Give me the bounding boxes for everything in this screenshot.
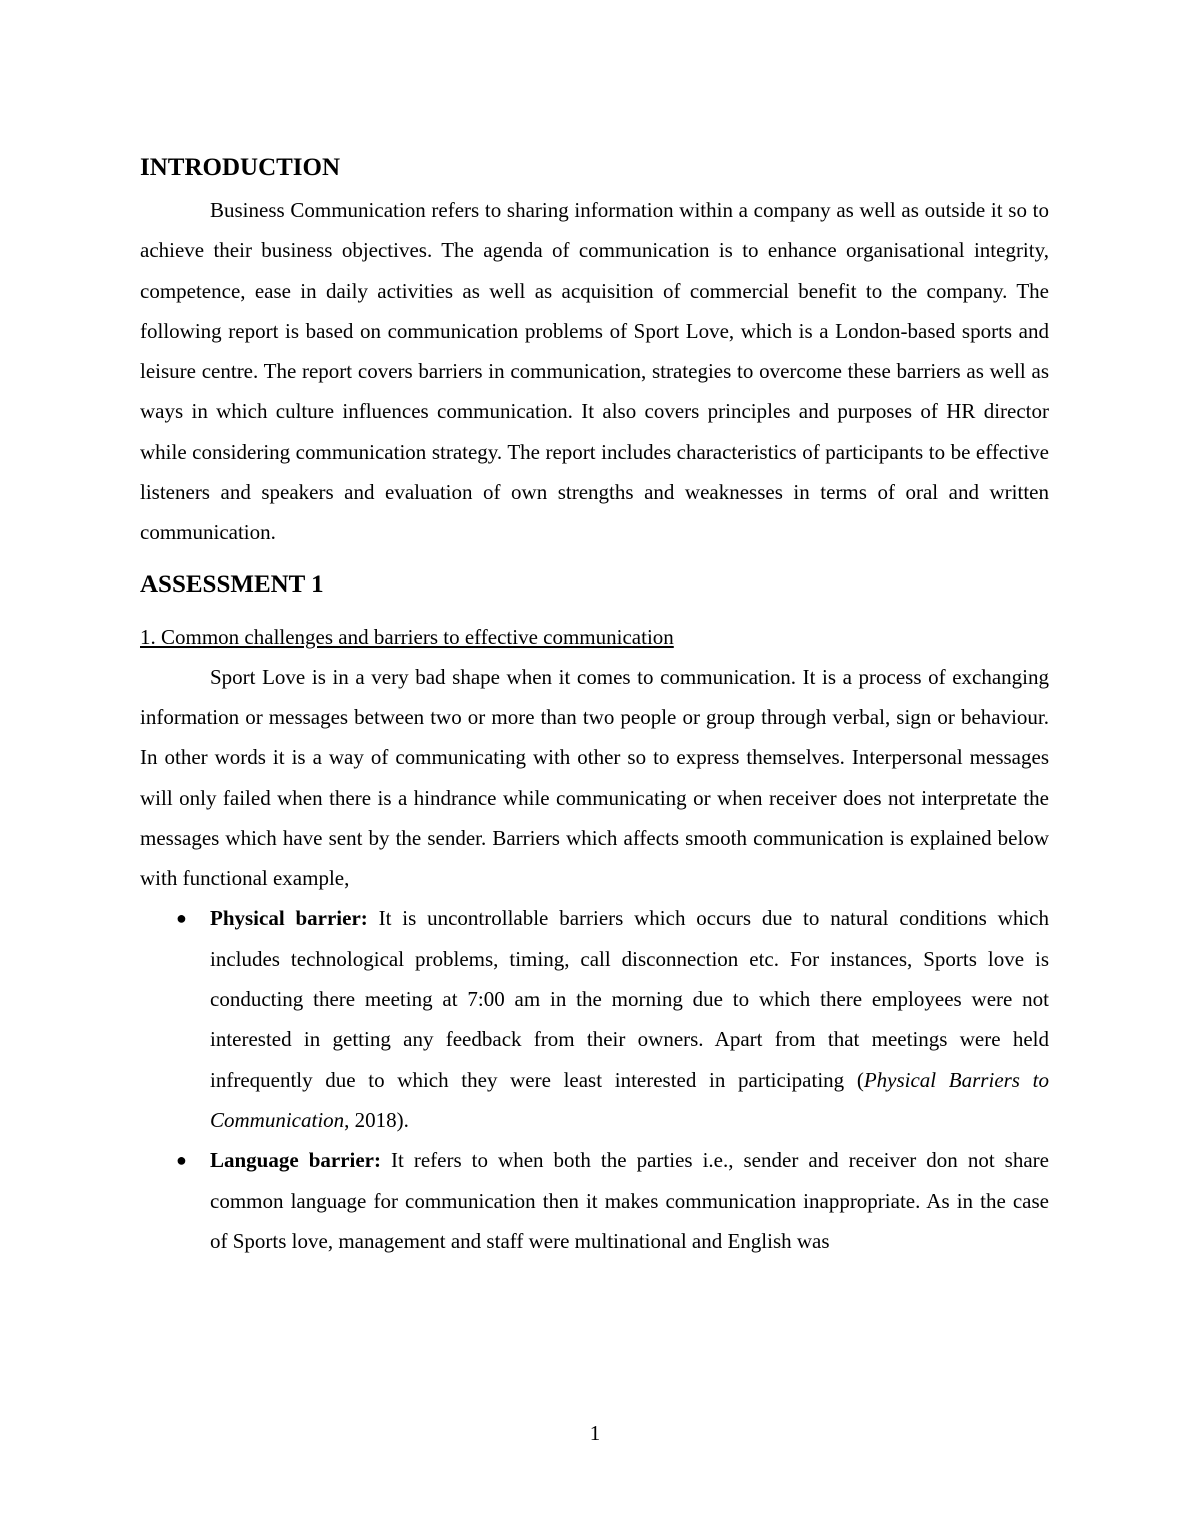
page-number: 1 xyxy=(589,1421,601,1445)
introduction-paragraph: Business Communication refers to sharing information within a company as well as outside it so to achieve their business objectives. The agenda of communication is to enhance organisational integrity, competence, ease in daily activities as well as acquisition of commercial benefit to the company. The following report is based on communication problems of Sport Love, which is a London-based sports and leisure centre. The report covers barriers in communication, strategies to overcome these barriers as well as ways in which culture influences communication. It also covers principles and purposes of HR director while considering communication strategy. The report includes characteristics of participants to be effective listeners and speakers and evaluation of own strengths and weaknesses in terms of oral and written communication. xyxy=(140,198,1049,545)
citation-rest: , 2018). xyxy=(344,1107,409,1132)
bullet-dot-icon: ● xyxy=(176,1150,187,1171)
citation-title: Physical Barriers to Communication xyxy=(210,1067,1049,1132)
section-1-paragraph: Sport Love is in a very bad shape when it comes to communication. It is a process of exchanging information or messages between two or more than two people or group through verbal, sign or behaviour. In other words it is a way of communicating with other so to express themselves. Interpersonal messages will only failed when there is a hindrance while communicating or when receiver does not interpretate the messages which have sent by the sender. Barriers which affects smooth communication is explained below with functional example, xyxy=(140,664,1049,891)
barrier-text: It is uncontrollable barriers which occurs due to natural conditions which includes technological problems, timing, call disconnection etc. For instances, Sports love is conducting there meeting at 7:00 am in the morning due to which there employees were not interested in getting any feedback from their owners. Apart from that meetings were held infrequently due to which they were least interested in participating ( xyxy=(210,906,1049,1092)
bullet-dot-icon: ● xyxy=(176,908,187,929)
barrier-term: Language barrier: xyxy=(210,1148,381,1173)
document-page xyxy=(140,150,1049,1261)
barrier-term: Physical barrier: xyxy=(210,906,368,931)
introduction-heading: INTRODUCTION xyxy=(140,154,341,181)
assessment-heading: ASSESSMENT 1 xyxy=(140,570,324,598)
barrier-item-language xyxy=(140,1140,1049,1261)
barrier-item-physical xyxy=(140,898,1049,1140)
barrier-list xyxy=(140,898,1049,1261)
barrier-text: It refers to when both the parties i.e., sender and receiver don not share common language for communication then it makes communication inappropriate. As in the case of Sports love, management and staff were multinational and English was xyxy=(210,1148,1049,1253)
section-1-title: 1. Common challenges and barriers to effective communication xyxy=(140,624,674,649)
